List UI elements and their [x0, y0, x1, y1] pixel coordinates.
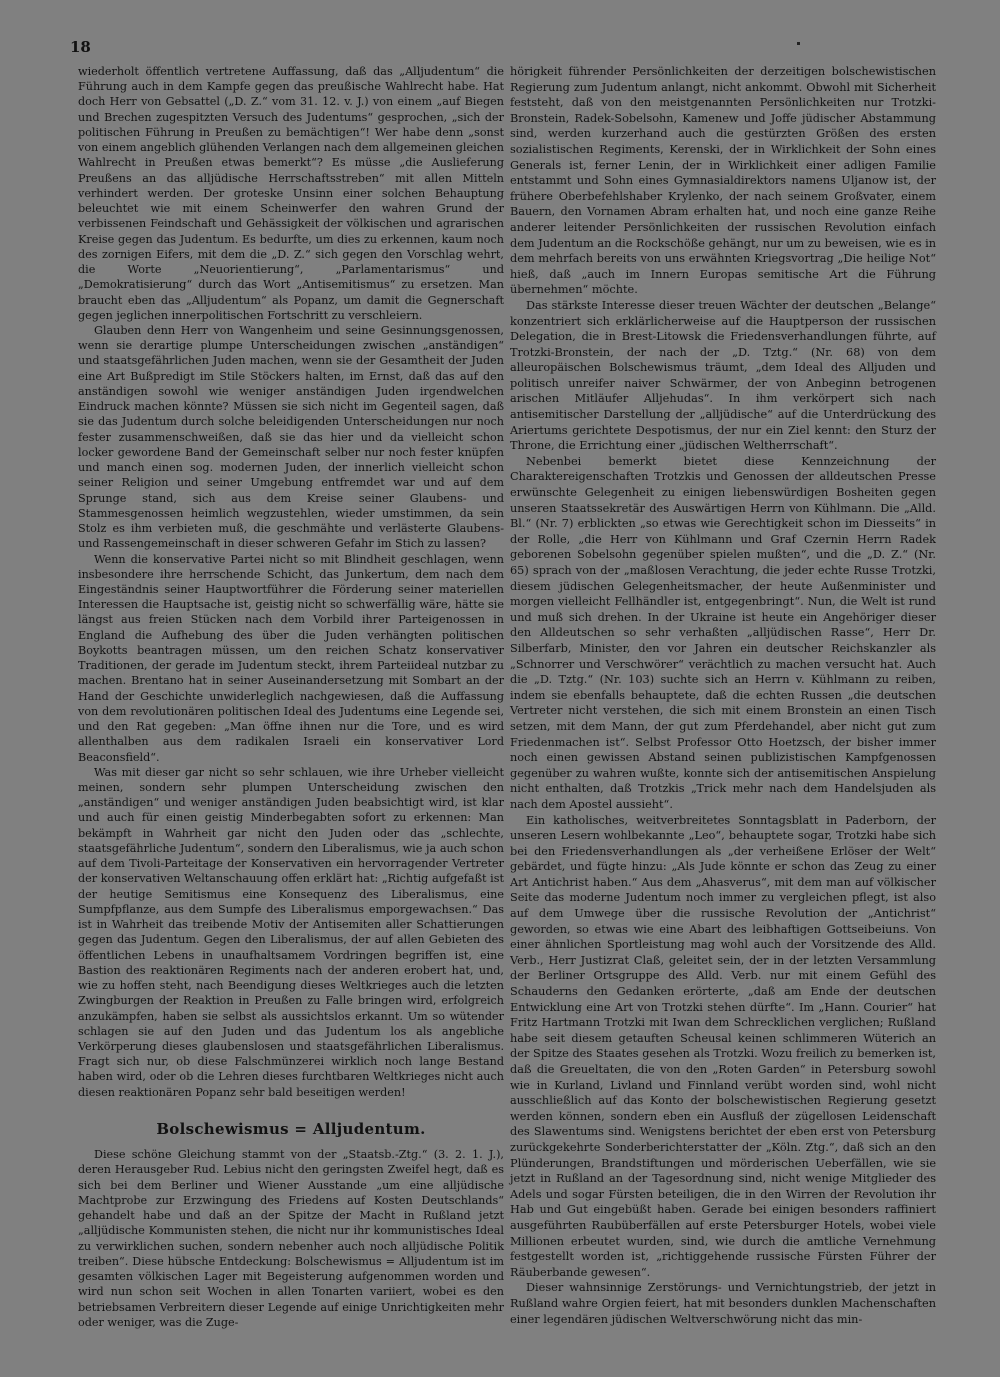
section-heading: Bolschewismus = Alljudentum.	[156, 1119, 426, 1138]
paragraph: Was mit dieser gar nicht so sehr schlauen, wie ihre Urheber vielleicht meinen, sondern sehr plumpen Unterscheidung zwischen den „anständigen“ und weniger anständigen Juden beabsichtigt wird, ist klar und auch für einen geistig Minderbegabten sofort zu erkennen: Man bekämpft in Wahrheit gar nicht den Juden oder das „schlechte, staatsgefährliche Judentum“, sondern den Liberalismus, wie ja auch schon auf dem Tivoli-Parteitage der Konservativen ein hervorragender Vertreter der konservativen Weltanschauung offen erklärt hat: „Richtig aufgefaßt ist der heutige Semitismus eine Konsequenz des Liberalismus, eine Sumpfpflanze, aus dem Sumpfe des Liberalismus emporgewachsen.“ Das ist in Wahrheit das treibende Motiv der Antisemiten aller Schattierungen gegen das Judentum. Gegen den Liberalismus, der auf allen Gebieten des öffentlichen Lebens in unaufhaltsamem Vordringen begriffen ist, eine Bastion des reaktionären Regiments nach der anderen erobert hat, und, wie zu hoffen steht, nach Beendigung dieses Weltkrieges auch die letzten Zwingburgen der Reaktion in Preußen zu Falle bringen wird, erfolgreich anzukämpfen, haben sie selbst als aussichtslos erkannt. Um so wütender schlagen sie auf den Juden und das Judentum los als angebliche Verkörperung dieses glaubenslosen und staatsgefährlichen Liberalismus. Fragt sich nur, ob diese Falschmünzerei wirklich noch lange Bestand haben wird, oder ob die Lehren dieses furchtbaren Weltkrieges nicht auch diesen reaktionären Popanz sehr bald beseitigen werden!	[78, 765, 504, 1099]
paragraph: wiederholt öffentlich vertretene Auffassung, daß das „Alljudentum“ die Führung auch in dem Kampfe gegen das preußische Wahlrecht habe. Hat doch Herr von Gebsattel („D. Z.“ vom 31. 12. v. J.) von einem „auf Biegen und Brechen zugespitzten Versuch des Judentums“ gesprochen, „sich der politischen Führung in Preußen zu bemächtigen“! Wer habe denn „sonst von einem angeblich glühenden Verlangen nach dem allgemeinen gleichen Wahlrecht in Preußen etwas bemerkt“? Es müsse „die Auslieferung Preußens an das alljüdische Herrschaftsstreben“ mit allen Mitteln verhindert werden. Der groteske Unsinn einer solchen Behauptung beleuchtet wie mit einem Scheinwerfer den wahren Grund der verbissenen Feindschaft und Gehässigkeit der völkischen und agrarischen Kreise gegen das Judentum. Es bedurfte, um dies zu erkennen, kaum noch des zornigen Eifers, mit dem die „D. Z.“ sich gegen den Vorschlag wehrt, die Worte „Neuorientierung“, „Parlamentarismus“ und „Demokratisierung“ durch das Wort „Antisemitismus“ zu ersetzen. Man braucht eben das „Alljudentum“ als Popanz, um damit die Gegnerschaft gegen jeglichen innerpolitischen Fortschritt zu verschleiern.	[78, 65, 504, 322]
paragraph: hörigkeit führender Persönlichkeiten der derzeitigen bolschewistischen Regierung zum Judentum anlangt, nicht ankommt. Obwohl mit Sicherheit feststeht, daß von den meistgenannten Persönlichkeiten nur Trotzki-Bronstein, Radek-Sobelsohn, Kamenew und Joffe jüdischer Abstammung sind, werden kurzerhand auch die gestürzten Größen des ersten sozialistischen Regiments, Kerenski, der in Wirklichkeit der Sohn eines Generals ist, ferner Lenin, der in Wirklichkeit einer adligen Familie entstammt und Sohn eines Gymnasialdirektors namens Uljanow ist, der frühere Oberbefehlshaber Krylenko, der nach seinem Großvater, einem Bauern, den Vornamen Abram erhalten hat, und noch eine ganze Reihe anderer leitender Persönlichkeiten der russischen Revolution einfach dem Judentum an die Rockschöße gehängt, nur um zu beweisen, wie es in dem mehrfach bereits von uns erwähnten Kriegsvortrag „Die heilige Not“ hieß, daß „auch im Innern Europas semitische Art die Führung übernehmen“ möchte.	[510, 65, 937, 297]
left-column	[78, 64, 504, 1330]
paragraph: Diese schöne Gleichung stammt von der „Staatsb.-Ztg.“ (3. 2. 1. J.), deren Herausgeber Rud. Lebius nicht den geringsten Zweifel hegt, daß es sich bei dem Berliner und Wiener Ausstande „um eine alljüdische Machtprobe zur Erzwingung des Friedens auf Kosten Deutschlands“ gehandelt habe und daß an der Spitze der Macht in Rußland jetzt „alljüdische Kommunisten stehen, die nicht nur ihr kommunistisches Ideal zu verwirklichen suchen, sondern nebenher auch noch alljüdische Politik treiben“. Diese hübsche Entdeckung: Bolschewismus = Alljudentum ist im gesamten völkischen Lager mit Begeisterung aufgenommen worden und wird nun schon seit Wochen in allen Tonarten variiert, wobei es den betriebsamen Verbreitern dieser Legende auf einige Unrichtigkeiten mehr oder weniger, was die Zuge-	[78, 1148, 504, 1329]
paragraph: Ein katholisches, weitverbreitetes Sonntagsblatt in Paderborn, der unseren Lesern wohlbekannte „Leo“, behauptete sogar, Trotzki habe sich bei den Friedensverhandlungen als „der verheißene Erlöser der Welt“ gebärdet, und fügte hinzu: „Als Jude könnte er schon das Zeug zu einer Art Antichrist haben.“ Aus dem „Ahasverus“, mit dem man auf völkischer Seite das moderne Judentum noch immer zu vergleichen pflegt, ist also auf dem Umwege über die russische Revolution der „Antichrist“ geworden, so etwas wie eine Abart des leibhaftigen Gottseibeiuns. Von einer ähnlichen Sportleistung mag wohl auch der Vorsitzende des Alld. Verb., Herr Justizrat Claß, geleitet sein, der in der letzten Versammlung der Berliner Ortsgruppe des Alld. Verb. nur mit einem Gefühl des Schauderns den Gedanken erörterte, „daß am Ende der deutschen Entwicklung eine Art von Trotzki stehen dürfte“. Im „Hann. Courier“ hat Fritz Hartmann Trotzki mit Iwan dem Schrecklichen verglichen; Rußland habe seit diesem getauften Scheusal keinen schlimmeren Wüterich an der Spitze des Staates gesehen als Trotzki. Wozu freilich zu bemerken ist, daß die Greueltaten, die von den „Roten Garden“ in Petersburg sowohl wie in Kurland, Livland und Finnland verübt worden sind, wohl nicht ausschließlich auf das Konto der bolschewistischen Regierung gesetzt werden können, sondern eben ein Ausfluß der zügellosen Leidenschaft des Slawentums sind. Wenigstens berichtet der eben erst von Petersburg zurückgekehrte Sonderberichterstatter der „Köln. Ztg.“, daß sich an den Plünderungen, Brandstiftungen und mörderischen Ueberfällen, wie sie jetzt in Rußland an der Tagesordnung sind, nicht wenige Mitglieder des Adels und sogar Fürsten beteiligen, die in den Wirren der Revolution ihr Hab und Gut eingebüßt haben. Gerade bei einigen besonders raffiniert ausgeführten Raubüberfällen auf erste Petersburger Hotels, wobei viele Millionen erbeutet wurden, sind, wie durch die amtliche Vernehmung festgestellt worden ist, „richtiggehende russische Fürsten Führer der Räuberbande gewesen“.	[510, 813, 936, 1279]
paragraph: Dieser wahnsinnige Zerstörungs- und Vernichtungstrieb, der jetzt in Rußland wahre Orgien feiert, hat mit besonders dunklen Machenschaften einer legendären jüdischen Weltverschwörung nicht das min-	[510, 1281, 936, 1326]
right-column	[510, 64, 936, 1327]
page-mark	[797, 42, 800, 45]
paragraph: Glauben denn Herr von Wangenheim und seine Gesinnungsgenossen, wenn sie derartige plumpe Unterscheidungen zwischen „anständigen“ und staatsgefährlichen Juden machen, wenn sie der Gesamtheit der Juden eine Art Bußpredigt im Stile Stöckers halten, im Ernst, daß das auf den anständigen sowohl wie weniger anständigen Juden irgendwelchen Eindruck machen könnte? Müssen sie sich nicht im Gegenteil sagen, daß sie das Judentum durch solche beleidigenden Unterscheidungen nur noch fester zusammenschweißen, daß sie das hier und da vielleicht schon locker gewordene Band der Gemeinschaft selber nur noch fester knüpfen und manch einen sog. modernen Juden, der innerlich vielleicht schon seiner Religion und seiner Umgebung entfremdet war und auf dem Sprunge stand, sich aus dem Kreise seiner Glaubens- und Stammesgenossen heimlich wegzustehlen, wieder umstimmen, da sein Stolz es ihm verbieten muß, die geschmähte und verlästerte Glaubens- und Rassengemeinschaft in dieser schweren Gefahr im Stich zu lassen?	[78, 323, 504, 551]
page-number: 18	[70, 38, 91, 56]
paragraph: Wenn die konservative Partei nicht so mit Blindheit geschlagen, wenn insbesondere ihre herrschende Schicht, das Junkertum, dem nach dem Eingeständnis seiner Hauptwortführer die Förderung seiner materiellen Interessen die Hauptsache ist, geistig nicht so schwerfällig wäre, hätte sie längst aus freien Stücken nach dem Vorbild ihrer Parteigenossen in England die Aufhebung des über die Juden verhängten politischen Boykotts beantragen müssen, um den reichen Schatz konservativer Traditionen, der gerade im Judentum steckt, ihrem Parteiideal nutzbar zu machen. Brentano hat in seiner Auseinandersetzung mit Sombart an der Hand der Geschichte unwiderleglich nachgewiesen, daß die Auffassung von dem revolutionären politischen Ideal des Judentums eine Legende sei, und den Rat gegeben: „Man öffne ihnen nur die Tore, und es wird allenthalben aus dem radikalen Israeli ein konservativer Lord Beaconsfield“.	[78, 552, 504, 764]
paragraph: Das stärkste Interesse dieser treuen Wächter der deutschen „Belange“ konzentriert sich erklärlicherweise auf die Hauptperson der russischen Delegation, die in Brest-Litowsk die Friedensverhandlungen führte, auf Trotzki-Bronstein, der nach der „D. Tztg.“ (Nr. 68) von dem alleuropäischen Bolschewismus träumt, „dem Ideal des Alljuden und politisch unreifer naiver Schwärmer, der von Anbeginn betrogenen arischen Mitläufer Alljehudas“. In ihm verkörpert sich nach antisemitischer Darstellung der „alljüdische“ auf die Unterdrückung des Ariertums gerichtete Despotismus, der nur ein Ziel kennt: den Sturz der Throne, die Errichtung einer „jüdischen Weltherrschaft“.	[510, 298, 936, 453]
paragraph: Nebenbei bemerkt bietet diese Kennzeichnung der Charaktereigenschaften Trotzkis und Genossen der alldeutschen Presse erwünschte Gelegenheit zu einigen liebenswürdigen Bosheiten gegen unseren Staatssekretär des Auswärtigen Herrn von Kühlmann. Die „Alld. Bl.“ (Nr. 7) erblickten „so etwas wie Gerechtigkeit schon im Diesseits“ in der Rolle, „die Herr von Kühlmann und Graf Czernin Herrn Radek geborenen Sobelsohn gegenüber spielen mußten“, und die „D. Z.“ (Nr. 65) sprach von der „maßlosen Verachtung, die jeder echte Russe Trotzki, diesem jüdischen Gelegenheitsmacher, der heute Außenminister und morgen vielleicht Fellhändler ist, entgegenbringt“. Nun, die Welt ist rund und muß sich drehen. In der Ukraine ist heute ein Angehöriger dieser den Alldeutschen so sehr verhaßten „alljüdischen Rasse“, Herr Dr. Silberfarb, Minister, den vor Jahren ein deutscher Reichskanzler als „Schnorrer und Verschwörer“ verächtlich zu machen versucht hat. Auch die „D. Tztg.“ (Nr. 103) suchte sich an Herrn v. Kühlmann zu reiben, indem sie ebenfalls behauptete, daß die echten Russen „die deutschen Vertreter nicht verstehen, die sich mit einem Bronstein an einen Tisch setzen, mit dem Mann, der gut zum Pferdehandel, aber nicht gut zum Friedenmachen ist“. Selbst Professor Otto Hoetzsch, der bisher immer noch einen gewissen Abstand seinen publizistischen Kampfgenossen gegenüber zu wahren wußte, konnte sich der antisemitischen Anspielung nicht enthalten, daß Trotzkis „Trick mehr nach dem Handelsjuden als nach dem Apostel aussieht“.	[510, 454, 936, 811]
